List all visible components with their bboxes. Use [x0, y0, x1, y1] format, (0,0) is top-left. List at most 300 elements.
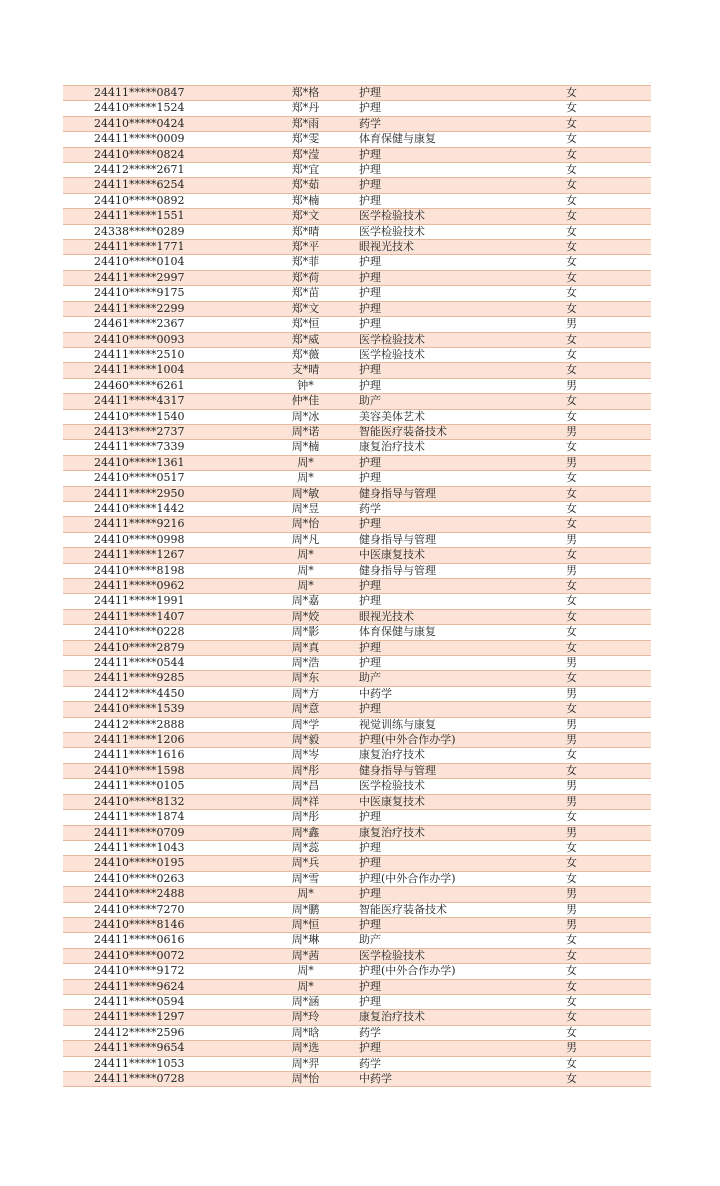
student-id-cell: 24412*****4450 [63, 686, 268, 701]
student-id-cell: 24411*****1874 [63, 810, 268, 825]
gender-cell: 女 [556, 640, 651, 655]
gender-cell: 女 [556, 994, 651, 1009]
student-name-cell: 周*怡 [268, 1072, 343, 1087]
gender-cell: 女 [556, 964, 651, 979]
student-name-cell: 郑*薇 [268, 347, 343, 362]
major-cell: 护理 [343, 147, 556, 162]
major-cell: 健身指导与管理 [343, 486, 556, 501]
gender-cell: 女 [556, 1056, 651, 1071]
student-id-cell: 24411*****2510 [63, 347, 268, 362]
gender-cell: 女 [556, 871, 651, 886]
student-name-cell: 周*鑫 [268, 825, 343, 840]
major-cell: 助产 [343, 394, 556, 409]
gender-cell: 女 [556, 1025, 651, 1040]
student-id-cell: 24411*****1053 [63, 1056, 268, 1071]
table-row [63, 640, 651, 655]
table-row [63, 101, 651, 116]
student-name-cell: 郑*滢 [268, 147, 343, 162]
student-id-cell: 24410*****0263 [63, 871, 268, 886]
table-row [63, 317, 651, 332]
student-id-cell: 24410*****0892 [63, 193, 268, 208]
table-row [63, 301, 651, 316]
gender-cell: 女 [556, 332, 651, 347]
gender-cell: 男 [556, 794, 651, 809]
gender-cell: 女 [556, 163, 651, 178]
student-id-cell: 24461*****2367 [63, 317, 268, 332]
major-cell: 护理 [343, 317, 556, 332]
student-id-cell: 24410*****2488 [63, 887, 268, 902]
gender-cell: 女 [556, 933, 651, 948]
student-id-cell: 24410*****8132 [63, 794, 268, 809]
table-row [63, 455, 651, 470]
major-cell: 护理 [343, 917, 556, 932]
student-id-cell: 24410*****9175 [63, 286, 268, 301]
student-name-cell: 周*影 [268, 625, 343, 640]
table-row [63, 147, 651, 162]
table-row [63, 363, 651, 378]
major-cell: 护理 [343, 887, 556, 902]
student-name-cell: 周*兵 [268, 856, 343, 871]
student-id-cell: 24412*****2596 [63, 1025, 268, 1040]
table-row [63, 1010, 651, 1025]
table-row [63, 686, 651, 701]
student-id-cell: 24411*****0594 [63, 994, 268, 1009]
student-id-cell: 24410*****0072 [63, 948, 268, 963]
table-row [63, 563, 651, 578]
student-name-cell: 周*选 [268, 1041, 343, 1056]
student-name-cell: 周*彤 [268, 763, 343, 778]
major-cell: 美容美体艺术 [343, 409, 556, 424]
table-row [63, 810, 651, 825]
table-row [63, 486, 651, 501]
table-row [63, 517, 651, 532]
major-cell: 护理 [343, 163, 556, 178]
student-id-cell: 24411*****2997 [63, 270, 268, 285]
student-name-cell: 郑*丹 [268, 101, 343, 116]
major-cell: 助产 [343, 933, 556, 948]
table-row [63, 347, 651, 362]
student-id-cell: 24411*****0847 [63, 86, 268, 101]
table-row [63, 224, 651, 239]
student-id-cell: 24410*****8146 [63, 917, 268, 932]
major-cell: 护理 [343, 193, 556, 208]
table-row [63, 594, 651, 609]
gender-cell: 女 [556, 301, 651, 316]
table-row [63, 532, 651, 547]
table-row [63, 378, 651, 393]
table-row [63, 840, 651, 855]
student-id-cell: 24411*****1004 [63, 363, 268, 378]
gender-cell: 女 [556, 671, 651, 686]
table-row [63, 1041, 651, 1056]
table-row [63, 471, 651, 486]
major-cell: 护理 [343, 840, 556, 855]
major-cell: 康复治疗技术 [343, 1010, 556, 1025]
gender-cell: 男 [556, 686, 651, 701]
table-row [63, 440, 651, 455]
gender-cell: 女 [556, 763, 651, 778]
student-table [63, 85, 651, 1087]
major-cell: 护理(中外合作办学) [343, 733, 556, 748]
gender-cell: 女 [556, 101, 651, 116]
gender-cell: 女 [556, 702, 651, 717]
student-name-cell: 周*玲 [268, 1010, 343, 1025]
major-cell: 护理 [343, 979, 556, 994]
gender-cell: 女 [556, 440, 651, 455]
gender-cell: 女 [556, 948, 651, 963]
student-name-cell: 郑*菲 [268, 255, 343, 270]
major-cell: 药学 [343, 116, 556, 131]
student-id-cell: 24411*****0709 [63, 825, 268, 840]
table-row [63, 887, 651, 902]
gender-cell: 女 [556, 193, 651, 208]
student-name-cell: 周*彤 [268, 810, 343, 825]
student-name-cell: 周*岑 [268, 748, 343, 763]
gender-cell: 男 [556, 532, 651, 547]
student-id-cell: 24412*****2888 [63, 717, 268, 732]
major-cell: 护理 [343, 101, 556, 116]
gender-cell: 女 [556, 517, 651, 532]
gender-cell: 男 [556, 825, 651, 840]
student-name-cell: 周*怡 [268, 517, 343, 532]
student-name-cell: 周*凡 [268, 532, 343, 547]
table-row [63, 856, 651, 871]
major-cell: 体育保健与康复 [343, 132, 556, 147]
student-name-cell: 周* [268, 979, 343, 994]
student-name-cell: 周*敏 [268, 486, 343, 501]
gender-cell: 男 [556, 563, 651, 578]
major-cell: 护理 [343, 1041, 556, 1056]
major-cell: 中药学 [343, 1072, 556, 1087]
gender-cell: 女 [556, 347, 651, 362]
student-id-cell: 24410*****0228 [63, 625, 268, 640]
student-name-cell: 郑*平 [268, 240, 343, 255]
student-name-cell: 周* [268, 548, 343, 563]
student-id-cell: 24411*****1551 [63, 209, 268, 224]
major-cell: 医学检验技术 [343, 209, 556, 224]
major-cell: 药学 [343, 1056, 556, 1071]
student-name-cell: 郑*楠 [268, 193, 343, 208]
gender-cell: 女 [556, 363, 651, 378]
major-cell: 护理 [343, 363, 556, 378]
student-name-cell: 周*晗 [268, 1025, 343, 1040]
gender-cell: 女 [556, 840, 651, 855]
student-name-cell: 周* [268, 887, 343, 902]
table-row [63, 656, 651, 671]
student-name-cell: 周*嘉 [268, 594, 343, 609]
table-row [63, 994, 651, 1009]
student-id-cell: 24411*****7339 [63, 440, 268, 455]
student-id-cell: 24411*****0544 [63, 656, 268, 671]
gender-cell: 女 [556, 1010, 651, 1025]
table-row [63, 964, 651, 979]
student-id-cell: 24411*****1297 [63, 1010, 268, 1025]
table-row [63, 609, 651, 624]
table-row [63, 163, 651, 178]
student-id-cell: 24410*****0517 [63, 471, 268, 486]
student-name-cell: 郑*苗 [268, 286, 343, 301]
major-cell: 体育保健与康复 [343, 625, 556, 640]
major-cell: 康复治疗技术 [343, 825, 556, 840]
table-row [63, 1056, 651, 1071]
major-cell: 护理 [343, 994, 556, 1009]
table-row [63, 394, 651, 409]
student-id-cell: 24410*****0424 [63, 116, 268, 131]
student-id-cell: 24410*****7270 [63, 902, 268, 917]
gender-cell: 女 [556, 147, 651, 162]
gender-cell: 女 [556, 270, 651, 285]
gender-cell: 男 [556, 917, 651, 932]
table-row [63, 332, 651, 347]
student-id-cell: 24410*****1442 [63, 501, 268, 516]
student-name-cell: 周* [268, 964, 343, 979]
major-cell: 护理 [343, 810, 556, 825]
table-row [63, 948, 651, 963]
major-cell: 护理(中外合作办学) [343, 964, 556, 979]
table-row [63, 240, 651, 255]
student-name-cell: 周*毅 [268, 733, 343, 748]
table-row [63, 871, 651, 886]
major-cell: 护理 [343, 86, 556, 101]
major-cell: 护理 [343, 640, 556, 655]
student-name-cell: 郑*宜 [268, 163, 343, 178]
student-name-cell: 周*姣 [268, 609, 343, 624]
gender-cell: 男 [556, 733, 651, 748]
gender-cell: 男 [556, 887, 651, 902]
student-name-cell: 周*琳 [268, 933, 343, 948]
student-name-cell: 周*真 [268, 640, 343, 655]
major-cell: 医学检验技术 [343, 347, 556, 362]
student-name-cell: 郑*文 [268, 209, 343, 224]
student-id-cell: 24411*****1991 [63, 594, 268, 609]
major-cell: 护理 [343, 856, 556, 871]
student-name-cell: 周*茜 [268, 948, 343, 963]
gender-cell: 男 [556, 902, 651, 917]
student-id-cell: 24411*****9654 [63, 1041, 268, 1056]
gender-cell: 女 [556, 625, 651, 640]
student-name-cell: 周*恒 [268, 917, 343, 932]
student-name-cell: 周*浩 [268, 656, 343, 671]
gender-cell: 女 [556, 394, 651, 409]
gender-cell: 女 [556, 856, 651, 871]
table-row [63, 579, 651, 594]
gender-cell: 男 [556, 717, 651, 732]
table-row [63, 1072, 651, 1087]
major-cell: 护理 [343, 471, 556, 486]
student-name-cell: 周*雪 [268, 871, 343, 886]
major-cell: 视觉训练与康复 [343, 717, 556, 732]
student-name-cell: 周* [268, 579, 343, 594]
student-name-cell: 周*东 [268, 671, 343, 686]
major-cell: 眼视光技术 [343, 609, 556, 624]
student-name-cell: 周*意 [268, 702, 343, 717]
table-row [63, 917, 651, 932]
student-name-cell: 周*祥 [268, 794, 343, 809]
table-row [63, 178, 651, 193]
major-cell: 智能医疗装备技术 [343, 902, 556, 917]
gender-cell: 女 [556, 224, 651, 239]
student-name-cell: 周*方 [268, 686, 343, 701]
gender-cell: 男 [556, 424, 651, 439]
gender-cell: 女 [556, 255, 651, 270]
student-name-cell: 郑*雯 [268, 132, 343, 147]
major-cell: 护理 [343, 702, 556, 717]
table-row [63, 979, 651, 994]
table-row [63, 779, 651, 794]
student-id-cell: 24411*****1206 [63, 733, 268, 748]
major-cell: 护理 [343, 178, 556, 193]
student-name-cell: 周*冰 [268, 409, 343, 424]
major-cell: 护理 [343, 255, 556, 270]
student-name-cell: 周*羿 [268, 1056, 343, 1071]
gender-cell: 女 [556, 609, 651, 624]
student-name-cell: 郑*茹 [268, 178, 343, 193]
student-id-cell: 24411*****9216 [63, 517, 268, 532]
student-id-cell: 24411*****1616 [63, 748, 268, 763]
student-id-cell: 24410*****1540 [63, 409, 268, 424]
student-id-cell: 24410*****0093 [63, 332, 268, 347]
table-row [63, 763, 651, 778]
major-cell: 护理 [343, 301, 556, 316]
gender-cell: 女 [556, 286, 651, 301]
student-name-cell: 周* [268, 563, 343, 578]
student-id-cell: 24411*****9624 [63, 979, 268, 994]
major-cell: 护理 [343, 455, 556, 470]
student-id-cell: 24412*****2671 [63, 163, 268, 178]
student-name-cell: 郑*恒 [268, 317, 343, 332]
student-id-cell: 24410*****1598 [63, 763, 268, 778]
student-name-cell: 郑*雨 [268, 116, 343, 131]
major-cell: 助产 [343, 671, 556, 686]
student-id-cell: 24411*****1267 [63, 548, 268, 563]
table-row [63, 671, 651, 686]
gender-cell: 男 [556, 455, 651, 470]
gender-cell: 女 [556, 209, 651, 224]
major-cell: 智能医疗装备技术 [343, 424, 556, 439]
student-name-cell: 支*晴 [268, 363, 343, 378]
major-cell: 中药学 [343, 686, 556, 701]
student-id-cell: 24411*****1043 [63, 840, 268, 855]
student-name-cell: 周*鹏 [268, 902, 343, 917]
gender-cell: 女 [556, 1072, 651, 1087]
gender-cell: 女 [556, 409, 651, 424]
student-name-cell: 郑*晴 [268, 224, 343, 239]
major-cell: 中医康复技术 [343, 794, 556, 809]
major-cell: 康复治疗技术 [343, 748, 556, 763]
major-cell: 医学检验技术 [343, 224, 556, 239]
table-row [63, 270, 651, 285]
student-id-cell: 24411*****1771 [63, 240, 268, 255]
student-name-cell: 周*涵 [268, 994, 343, 1009]
table-row [63, 625, 651, 640]
major-cell: 护理 [343, 270, 556, 285]
major-cell: 康复治疗技术 [343, 440, 556, 455]
major-cell: 药学 [343, 1025, 556, 1040]
gender-cell: 女 [556, 240, 651, 255]
student-id-cell: 24410*****2879 [63, 640, 268, 655]
student-id-cell: 24410*****1361 [63, 455, 268, 470]
student-id-cell: 24411*****9285 [63, 671, 268, 686]
student-id-cell: 24411*****2950 [63, 486, 268, 501]
table-row [63, 1025, 651, 1040]
student-name-cell: 郑*荷 [268, 270, 343, 285]
student-id-cell: 24411*****0616 [63, 933, 268, 948]
gender-cell: 女 [556, 116, 651, 131]
table-row [63, 209, 651, 224]
student-name-cell: 周*蕊 [268, 840, 343, 855]
student-id-cell: 24410*****0998 [63, 532, 268, 547]
student-id-cell: 24410*****1539 [63, 702, 268, 717]
gender-cell: 男 [556, 779, 651, 794]
student-name-cell: 周*昌 [268, 779, 343, 794]
gender-cell: 女 [556, 501, 651, 516]
table-row [63, 424, 651, 439]
major-cell: 中医康复技术 [343, 548, 556, 563]
student-table-body [63, 86, 651, 1087]
table-row [63, 548, 651, 563]
gender-cell: 女 [556, 486, 651, 501]
student-id-cell: 24411*****0105 [63, 779, 268, 794]
student-id-cell: 24410*****9172 [63, 964, 268, 979]
student-id-cell: 24411*****1407 [63, 609, 268, 624]
student-id-cell: 24411*****4317 [63, 394, 268, 409]
gender-cell: 女 [556, 979, 651, 994]
table-row [63, 825, 651, 840]
major-cell: 护理 [343, 286, 556, 301]
student-name-cell: 周* [268, 471, 343, 486]
major-cell: 护理 [343, 594, 556, 609]
major-cell: 护理 [343, 517, 556, 532]
student-name-cell: 钟* [268, 378, 343, 393]
student-id-cell: 24411*****6254 [63, 178, 268, 193]
table-row [63, 902, 651, 917]
student-name-cell: 周*楠 [268, 440, 343, 455]
student-id-cell: 24410*****0824 [63, 147, 268, 162]
gender-cell: 女 [556, 579, 651, 594]
major-cell: 健身指导与管理 [343, 763, 556, 778]
student-id-cell: 24410*****0104 [63, 255, 268, 270]
gender-cell: 女 [556, 178, 651, 193]
gender-cell: 女 [556, 471, 651, 486]
table-row [63, 933, 651, 948]
major-cell: 医学检验技术 [343, 948, 556, 963]
student-name-cell: 郑*威 [268, 332, 343, 347]
major-cell: 医学检验技术 [343, 779, 556, 794]
gender-cell: 男 [556, 317, 651, 332]
gender-cell: 女 [556, 132, 651, 147]
major-cell: 健身指导与管理 [343, 563, 556, 578]
student-id-cell: 24411*****0728 [63, 1072, 268, 1087]
student-name-cell: 周*昱 [268, 501, 343, 516]
student-name-cell: 周* [268, 455, 343, 470]
major-cell: 护理 [343, 378, 556, 393]
table-row [63, 501, 651, 516]
student-id-cell: 24338*****0289 [63, 224, 268, 239]
table-row [63, 86, 651, 101]
student-id-cell: 24411*****2299 [63, 301, 268, 316]
table-row [63, 794, 651, 809]
gender-cell: 女 [556, 594, 651, 609]
student-id-cell: 24410*****1524 [63, 101, 268, 116]
student-id-cell: 24410*****0195 [63, 856, 268, 871]
gender-cell: 男 [556, 656, 651, 671]
student-name-cell: 周*学 [268, 717, 343, 732]
table-row [63, 286, 651, 301]
gender-cell: 女 [556, 748, 651, 763]
major-cell: 医学检验技术 [343, 332, 556, 347]
major-cell: 眼视光技术 [343, 240, 556, 255]
gender-cell: 男 [556, 378, 651, 393]
